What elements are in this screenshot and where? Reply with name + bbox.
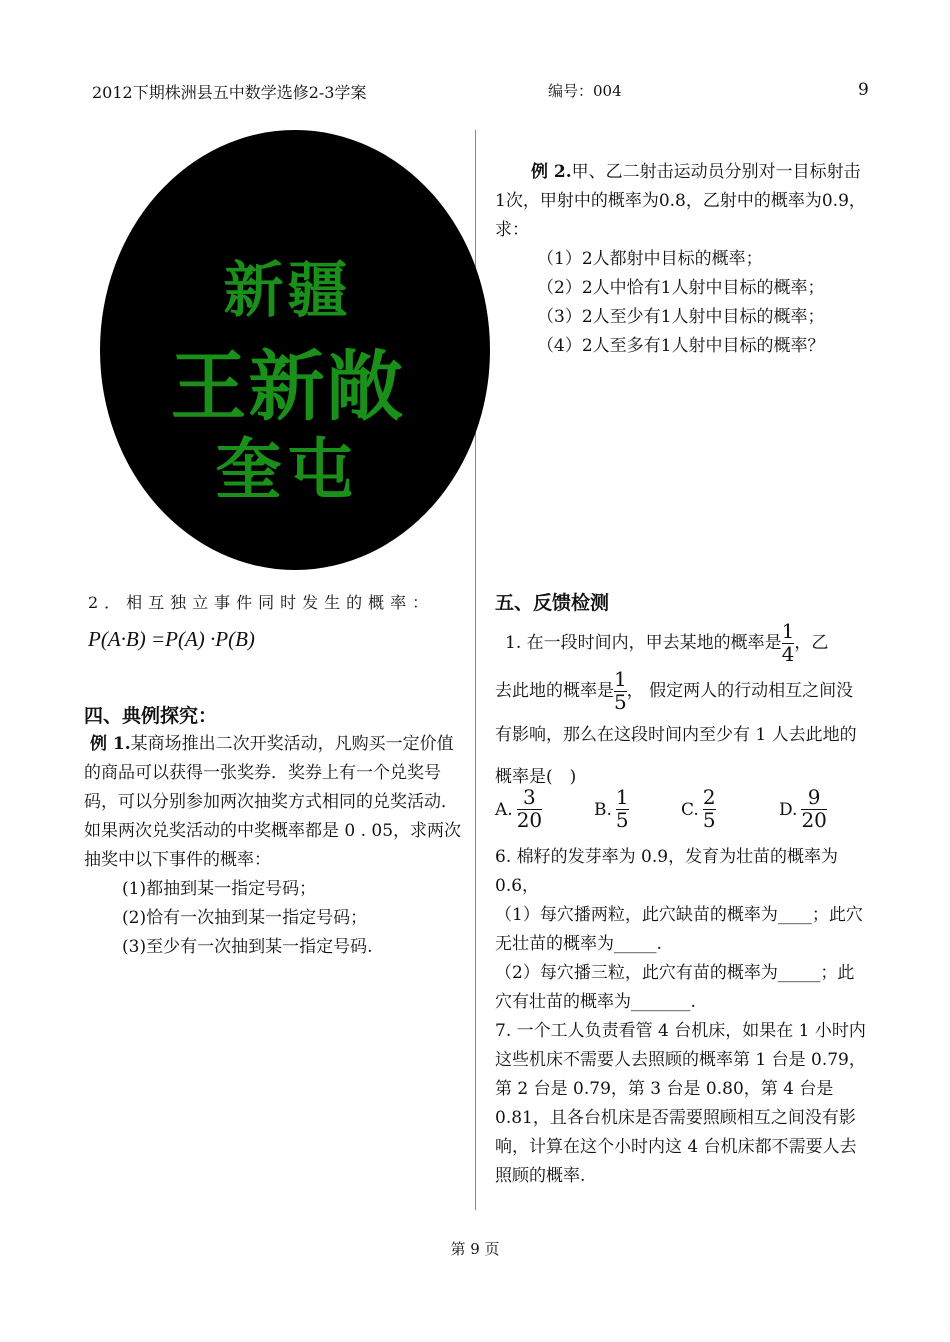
option-a: A. $\frac{3}{20}$: [495, 785, 543, 832]
section-5-heading: 五、反馈检测: [495, 592, 610, 614]
fraction-1-5: $\frac{1}{5}$: [614, 667, 627, 714]
questions-6-7: [495, 843, 870, 1191]
independence-formula: P(A·B) =P(A) ·P(B): [88, 627, 255, 651]
section-4-heading: 四、典例探究：: [84, 705, 218, 727]
option-d: D. $\frac{9}{20}$: [779, 785, 827, 832]
question-1: [495, 617, 870, 798]
question-6-part-2: （2）每穴播三粒，此穴有苗的概率为_____；此穴有壮苗的概率为_______.: [495, 963, 855, 1012]
fraction-1-4: $\frac{1}{4}$: [781, 619, 795, 666]
seal-line-1: 新疆: [223, 256, 352, 326]
option-b: B. $\frac{1}{5}$: [594, 785, 629, 832]
header-doc-number: 编号：004: [548, 82, 622, 100]
example-1-q2: (2)恰有一次抽到某一指定号码；: [122, 908, 368, 928]
header-page-number: 9: [858, 80, 869, 100]
example-1-q3: (3)至少有一次抽到某一指定号码.: [122, 937, 373, 957]
item2-label: 2．相互独立事件同时发生的概率：: [88, 593, 435, 612]
question-1-text-d: ， 假定两人的行动相互之间没有影响，那么在这段时间内至少有 1 人去此地的概率是( ): [495, 681, 857, 787]
question-7: 7. 一个工人负责看管 4 台机床，如果在 1 小时内这些机床不需要人去照顾的概率第 1 台是 0.79，第 2 台是 0.79，第 3 台是 0.80，第 4 台是 0.81，且各台机床是否需要照顾相互之间没有影响，计算在这个小时内这 4 台机床都不需要人去照顾的概率.: [495, 1021, 866, 1186]
question-1-text-c: 去此地的概率是: [495, 681, 614, 701]
example-2-text: 甲、乙二射击运动员分别对一目标射击1次，甲射中的概率为0.8，乙射中的概率为0.9，求：: [495, 162, 866, 240]
example-1-q1: (1)都抽到某一指定号码；: [122, 879, 317, 899]
question-6-part-1: （1）每穴播两粒，此穴缺苗的概率为____；此穴无壮苗的概率为_____.: [495, 905, 863, 954]
example-2: [495, 158, 870, 361]
example-1-label: 例 1.: [90, 734, 131, 754]
example-2-q2: （2）2人中恰有1人射中目标的概率；: [537, 278, 825, 298]
example-2-q3: （3）2人至少有1人射中目标的概率；: [537, 307, 825, 327]
header-title: 2012下期株洲县五中数学选修2-3学案: [92, 83, 367, 102]
seal-line-2: 王新敞: [170, 342, 405, 431]
example-2-label: 例 2.: [531, 162, 572, 182]
question-6: 6. 棉籽的发芽率为 0.9，发育为壮苗的概率为 0.6，: [495, 847, 839, 896]
example-1-text: 某商场推出二次开奖活动，凡购买一定价值的商品可以获得一张奖券．奖券上有一个兑奖号码，可以分别参加两次抽奖方式相同的兑奖活动．如果两次兑奖活动的中奖概率都是 0 . 05，求两次抽奖中以下事件的概率：: [84, 734, 462, 870]
example-2-q1: （1）2人都射中目标的概率；: [537, 249, 763, 269]
page-footer: 第 9 页: [450, 1240, 500, 1258]
seal-logo: [100, 130, 490, 570]
example-1: [84, 730, 470, 962]
question-1-text-b: ，乙: [794, 633, 829, 653]
example-2-q4: （4）2人至多有1人射中目标的概率？: [537, 336, 825, 356]
seal-line-3: 奎屯: [215, 431, 360, 508]
option-c: C. $\frac{2}{5}$: [681, 785, 716, 832]
question-1-text-a: 1. 在一段时间内，甲去某地的概率是: [505, 633, 782, 653]
